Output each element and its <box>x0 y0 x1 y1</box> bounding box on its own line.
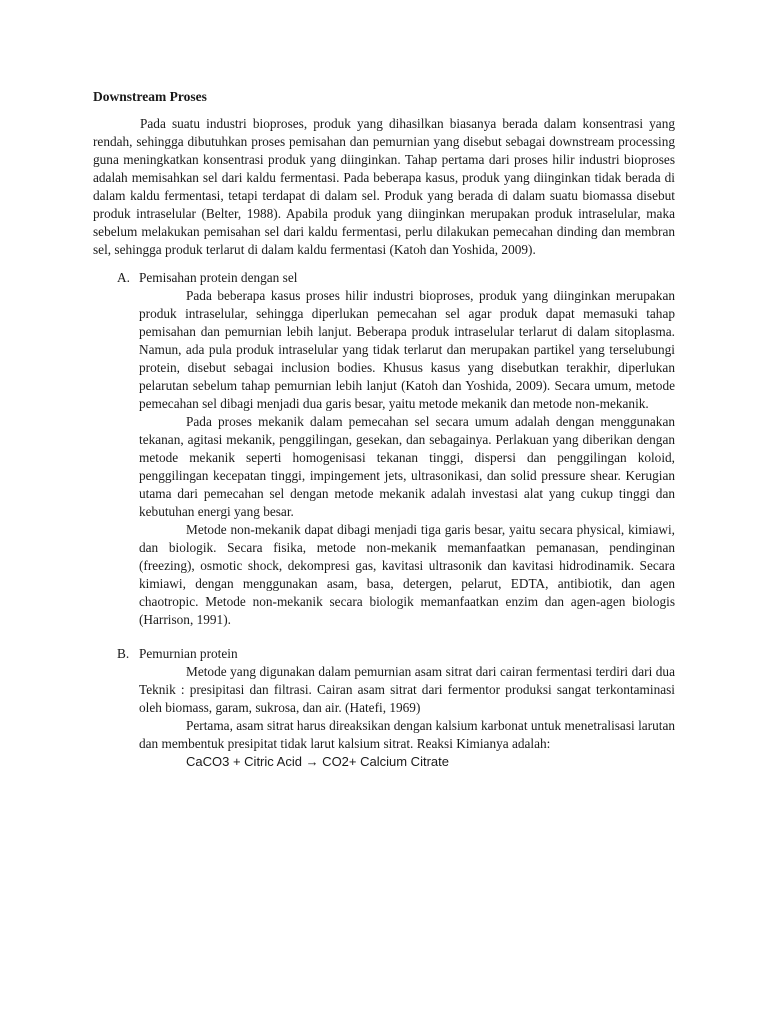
section-b-body <box>139 663 675 771</box>
document-page <box>93 88 675 771</box>
section-b-paragraph-2: Pertama, asam sitrat harus direaksikan dengan kalsium karbonat untuk menetralisasi larutan dan membentuk presipitat tidak larut kalsium sitrat. Reaksi Kimianya adalah: <box>139 718 675 751</box>
section-a-header <box>93 269 675 287</box>
section-a-paragraph-1: Pada beberapa kasus proses hilir industri bioproses, produk yang diinginkan merupakan produk intraselular, sehingga diperlukan pemecahan sel agar produk dapat memasuki tahap pemisahan dan pemurnian lebih lanjut. Beberapa produk intraselular terlarut di dalam sitoplasma. Namun, ada pula produk intraselular yang tidak terlarut dan merupakan partikel yang terselubungi protein, disebut sebagai inclusion bodies. Khusus kasus yang disebutkan terakhir, diperlukan pelarutan sebelum tahap pemurnian lebih lanjut (Katoh dan Yoshida, 2009). Secara umum, metode pemecahan sel dibagi menjadi dua garis besar, yaitu metode mekanik dan metode non-mekanik. <box>139 288 675 411</box>
chemical-reaction-formula: CaCO3 + Citric Acid → CO2+ Calcium Citrate <box>186 754 449 769</box>
document-title: Downstream Proses <box>93 89 207 104</box>
section-a-heading: Pemisahan protein dengan sel <box>139 270 298 285</box>
section-a-paragraph-2: Pada proses mekanik dalam pemecahan sel secara umum adalah dengan menggunakan tekanan, agitasi mekanik, penggilingan, gesekan, dan sebagainya. Perlakuan yang diberikan dengan metode mekanik seperti homogenisasi tekanan tinggi, dispersi dan penggilingan koloid, penggilingan kecepatan tinggi, impingement jets, ultrasonikasi, dan solid pressure shear. Kerugian utama dari pemecahan sel dengan metode mekanik adalah investasi alat yang cukup tinggi dan kebutuhan energi yang besar. <box>139 414 675 519</box>
section-b-header <box>93 645 675 663</box>
section-b <box>93 645 675 771</box>
section-a-letter: A. <box>117 270 130 285</box>
intro-paragraph: Pada suatu industri bioproses, produk yang dihasilkan biasanya berada dalam konsentrasi yang rendah, sehingga dibutuhkan proses pemisahan dan pemurnian yang disebut sebagai downstream processing guna meningkatkan konsentrasi produk yang diinginkan. Tahap pertama dari proses hilir industri bioproses adalah memisahkan sel dari kaldu fermentasi. Pada beberapa kasus, produk yang diinginkan tidak berada di dalam kaldu fermentasi, tetapi terdapat di dalam sel. Produk yang berada di dalam suatu biomassa disebut produk intraselular (Belter, 1988). Apabila produk yang diinginkan merupakan produk intraselular, maka sebelum melakukan pemisahan sel dari kaldu fermentasi, perlu dilakukan pemecahan dinding dan membran sel, sehingga produk terlarut di dalam kaldu fermentasi (Katoh dan Yoshida, 2009). <box>93 116 675 257</box>
section-b-paragraph-1: Metode yang digunakan dalam pemurnian asam sitrat dari cairan fermentasi terdiri dari dua Teknik : presipitasi dan filtrasi. Cairan asam sitrat dari fermentor produksi sangat terkontaminasi oleh biomass, garam, sukrosa, dan air. (Hatefi, 1969) <box>139 664 675 715</box>
section-b-letter: B. <box>117 646 130 661</box>
section-a <box>93 269 675 629</box>
section-a-paragraph-3: Metode non-mekanik dapat dibagi menjadi tiga garis besar, yaitu secara physical, kimiawi, dan biologik. Secara fisika, metode non-mekanik memanfaatkan pemanasan, pendinginan (freezing), osmotic shock, dekompresi gas, kavitasi ultrasonik dan kavitasi hidrodinamik. Secara kimiawi, dengan menggunakan asam, basa, detergen, pelarut, EDTA, antibiotik, dan agen chaotropic. Metode non-mekanik secara biologik memanfaatkan enzim dan agen-agen biologis (Harrison, 1991). <box>139 522 675 627</box>
section-a-body <box>139 287 675 629</box>
section-b-heading: Pemurnian protein <box>139 646 238 661</box>
